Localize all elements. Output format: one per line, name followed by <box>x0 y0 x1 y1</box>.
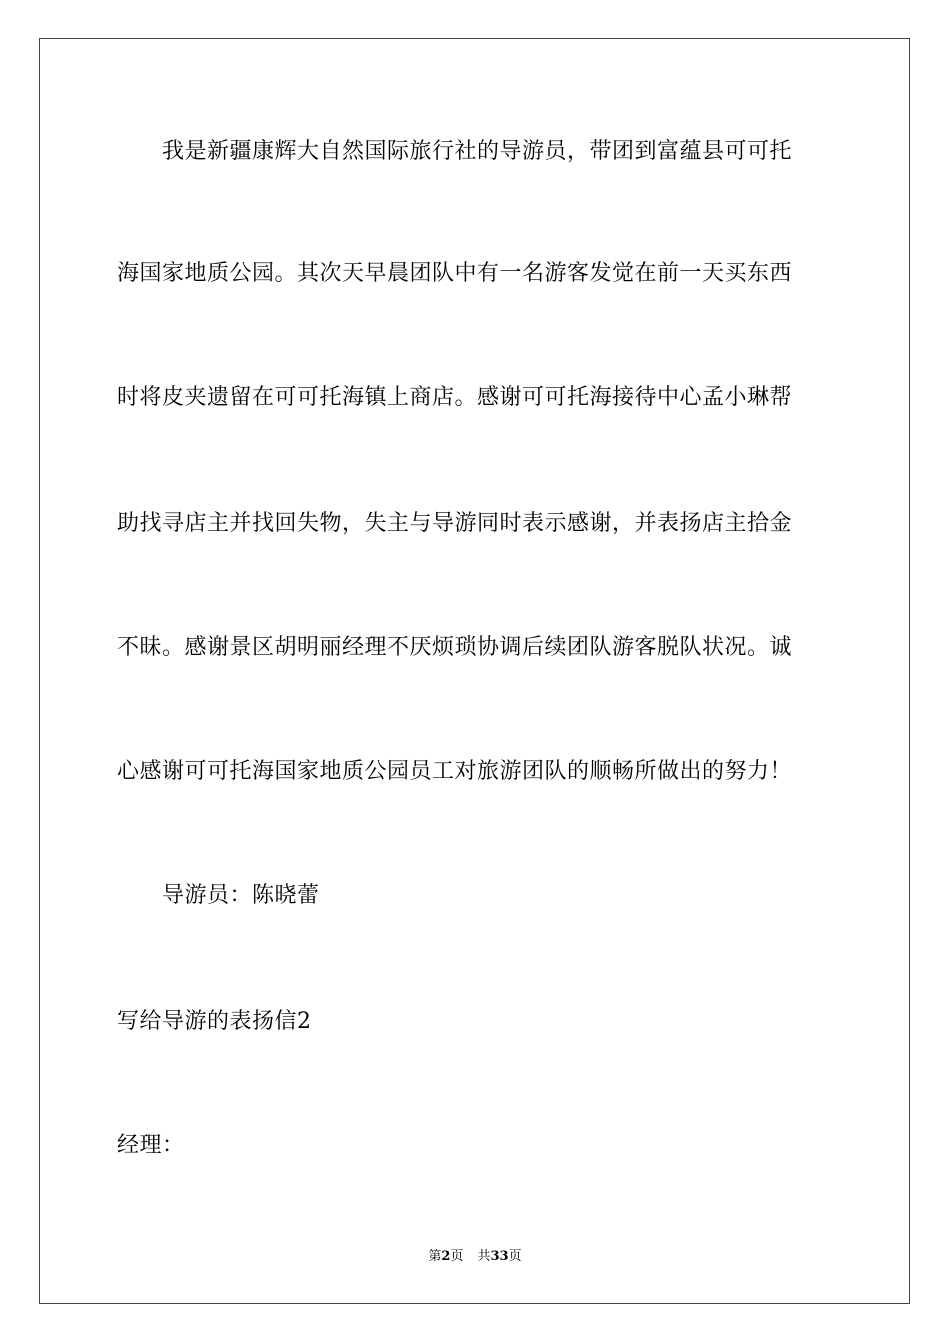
section-title: 写给导游的表扬信2 <box>117 1009 312 1034</box>
paragraph-line-2: 海国家地质公园。其次天早晨团队中有一名游客发觉在前一天买东西 <box>117 261 793 286</box>
paragraph-line-6: 心感谢可可托海国家地质公园员工对旅游团队的顺畅所做出的努力！ <box>117 759 793 784</box>
total-prefix: 共 <box>477 1249 491 1264</box>
page-current: 2 <box>441 1249 451 1264</box>
paragraph-line-1: 我是新疆康辉大自然国际旅行社的导游员，带团到富蕴县可可托 <box>162 139 793 164</box>
page-footer <box>0 1248 950 1266</box>
signature-line: 导游员：陈晓蕾 <box>162 883 320 908</box>
page-prefix: 第 <box>428 1249 442 1264</box>
page-border <box>39 38 910 1304</box>
page-total: 33 <box>490 1249 509 1264</box>
paragraph-line-5: 不昧。感谢景区胡明丽经理不厌烦琐协调后续团队游客脱队状况。诚 <box>117 635 793 660</box>
total-suffix: 页 <box>508 1249 522 1264</box>
salutation: 经理： <box>117 1133 185 1158</box>
paragraph-line-4: 助找寻店主并找回失物，失主与导游同时表示感谢，并表扬店主拾金 <box>117 511 793 536</box>
paragraph-line-3: 时将皮夹遗留在可可托海镇上商店。感谢可可托海接待中心孟小琳帮 <box>117 385 793 410</box>
page-suffix: 页 <box>450 1249 464 1264</box>
